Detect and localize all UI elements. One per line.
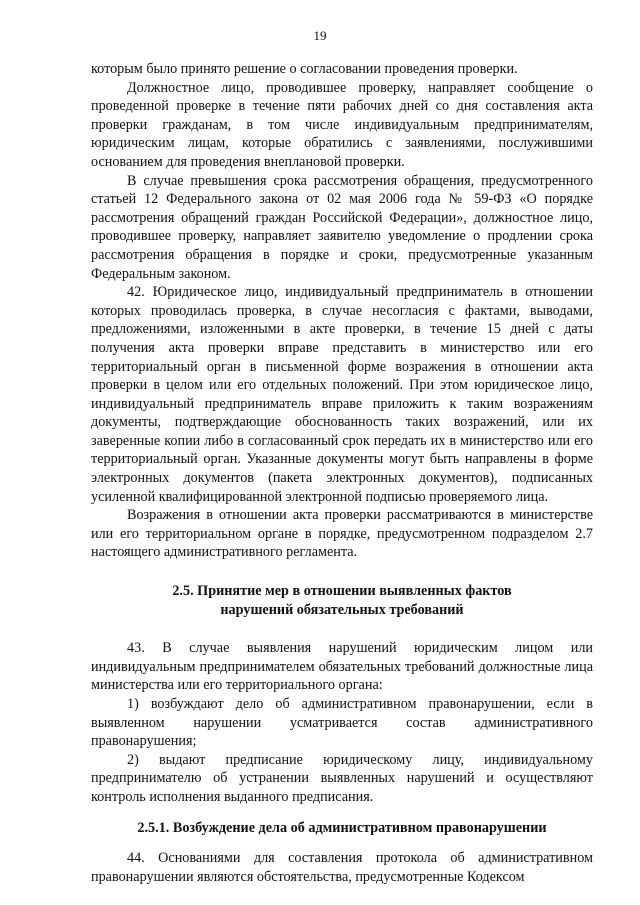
paragraph-notification: Должностное лицо, проводившее проверку, направляет сообщение о проведенной проверке в течение пяти рабочих дней со дня составления акта проверки гражданам, в том числе индивидуальным предпринимателям, юридическим лицам, которые обратились с заявлениями, послужившими основанием для проведения внеплановой проверки. (91, 79, 593, 170)
document-body (91, 60, 593, 886)
list-item-1-administrative-case: 1) возбуждают дело об административном правонарушении, если в выявленном нарушении усматривается состав административного правонарушения; (91, 696, 593, 750)
paragraph-42-objections: 42. Юридическое лицо, индивидуальный предприниматель в отношении которых проводилась проверка, в случае несогласия с фактами, выводами, предложениями, изложенными в акте проверки, в течение 15 дней с даты получения акта проверки вправе представить в министерство или его территориальный орган в письменной форме возражения в отношении акта проверки в целом или его отдельных положений. При этом юридическое лицо, индивидуальный предприниматель вправе приложить к таким возражениям документы, подтверждающие обоснованность таких возражений, или их заверенные копии либо в согласованный срок передать их в министерство или его территориальный орган. Указанные документы могут быть направлены в форме электронных документов (пакета электронных документов), подписанных усиленной квалифицированной электронной подписью проверяемого лица. (91, 284, 593, 505)
paragraph-continuation: которым было принято решение о согласовании проведения проверки. (91, 61, 518, 77)
list-item-2-order: 2) выдают предписание юридическому лицу, индивидуальному предпринимателю об устранении выявленных нарушений и осуществляют контроль исполнения выданного предписания. (91, 751, 593, 805)
page-number: 19 (313, 28, 327, 43)
paragraph-objections-review: Возражения в отношении акта проверки рассматриваются в министерстве или его территориальном органе в порядке, предусмотренном подразделом 2.7 настоящего административного регламента. (91, 507, 593, 561)
section-heading-2-5-line1: 2.5. Принятие мер в отношении выявленных фактов (172, 583, 512, 600)
paragraph-43-violations: 43. В случае выявления нарушений юридическим лицом или индивидуальным предпринимателем обязательных требований должностные лица министерства или его территориального органа: (91, 640, 593, 694)
section-heading-2-5 (91, 582, 593, 619)
paragraph-44-grounds: 44. Основаниями для составления протокола об административном правонарушении являются обстоятельства, предусмотренные Кодексом (91, 850, 593, 885)
section-heading-2-5-1: 2.5.1. Возбуждение дела об административном правонарушении (137, 819, 547, 836)
paragraph-term-extension: В случае превышения срока рассмотрения обращения, предусмотренного статьей 12 Федерального закона от 02 мая 2006 года № 59-ФЗ «О порядке рассмотрения обращений граждан Российской Федерации», должностное лицо, проводившее проверку, направляет заявителю уведомление о продлении срока рассмотрения обращения в порядке и сроки, предусмотренные указанным Федеральным законом. (91, 172, 593, 282)
section-heading-2-5-line2: нарушений обязательных требований (220, 601, 464, 618)
